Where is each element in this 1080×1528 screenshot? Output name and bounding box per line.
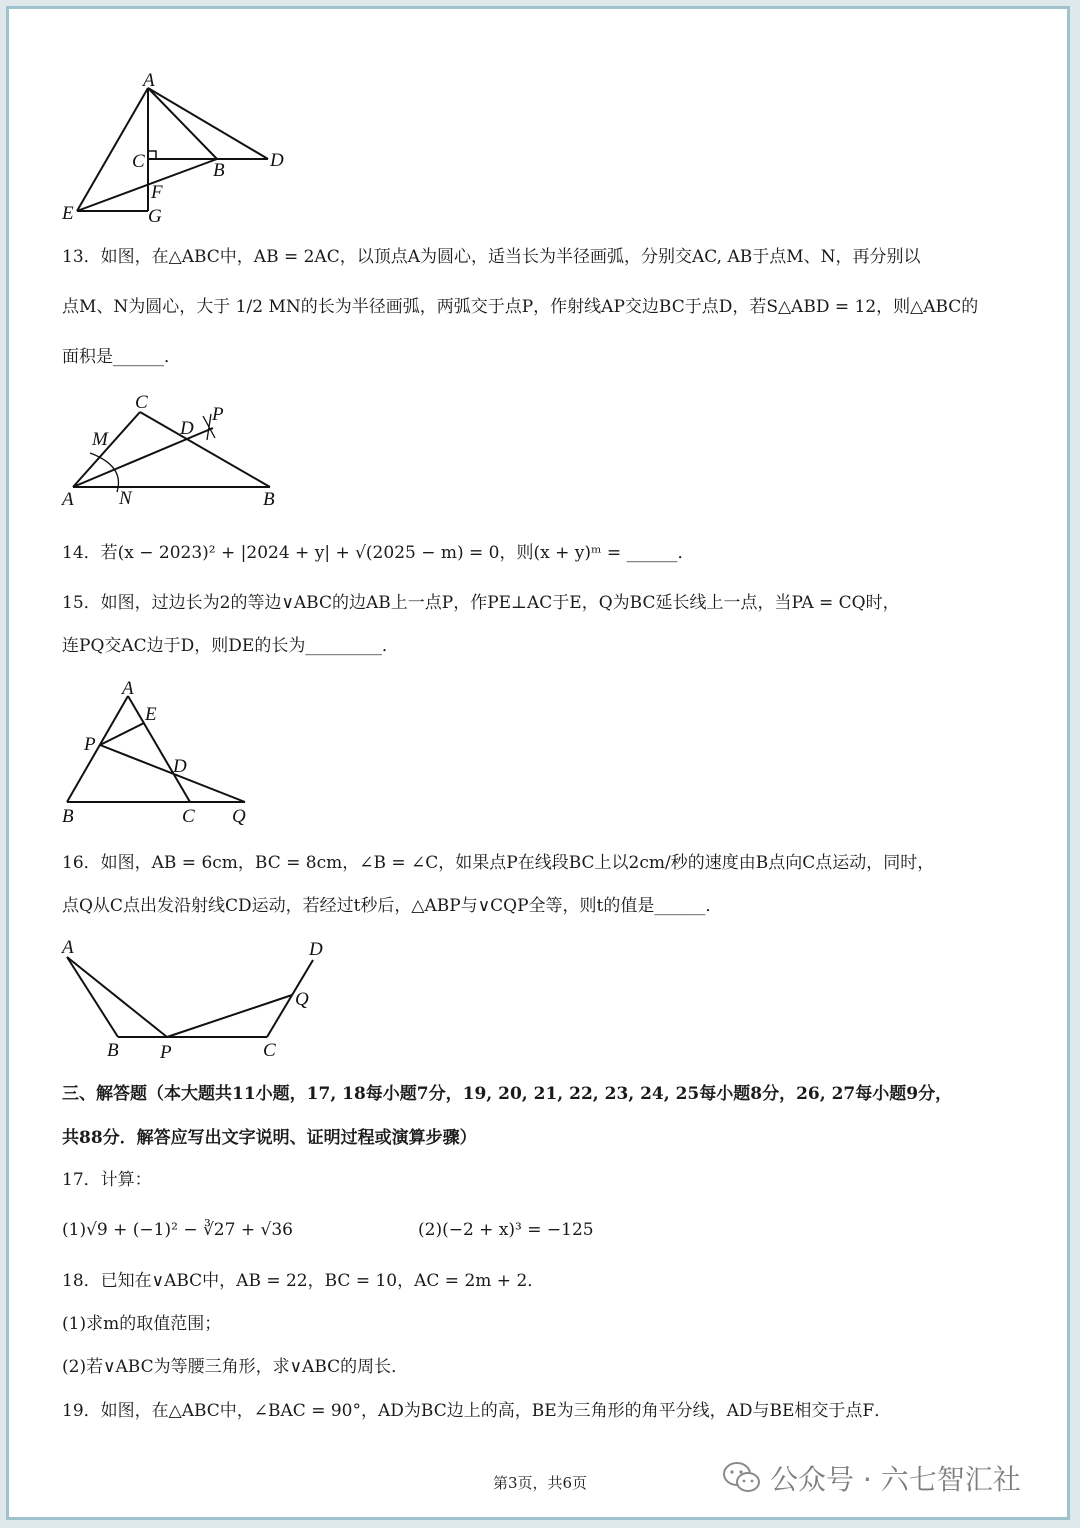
q15-line1: 15．如图，过边长为2的等边∨ABC的边AB上一点P，作PE⊥AC于E，Q为BC延长线上一点，当PA = CQ时，: [62, 593, 900, 613]
segment-AB: [67, 696, 128, 802]
segment-AC: [128, 696, 190, 802]
label-C: C: [135, 392, 148, 413]
q18-part1: (1)求m的取值范围；: [62, 1314, 222, 1334]
q14-line1: 14．若(x − 2023)² + |2024 + y| + √(2025 − m) = 0，则(x + y)ᵐ = ______．: [62, 543, 695, 563]
page-number: 第3页，共6页: [492, 1474, 588, 1492]
label-P: P: [160, 1042, 172, 1063]
label-B: B: [213, 160, 225, 181]
label-A: A: [62, 937, 74, 958]
figure-q12: [55, 70, 305, 230]
q17-part2: (2)(−2 + x)³ = −125: [418, 1220, 594, 1240]
q19-line1: 19．如图，在△ABC中，∠BAC = 90°，AD为BC边上的高，BE为三角形的角平分线，AD与BE相交于点F．: [62, 1401, 892, 1421]
q13-line1: 13．如图，在△ABC中，AB = 2AC，以顶点A为圆心，适当长为半径画弧，分别交AC, AB于点M、N，再分别以: [62, 247, 921, 267]
segment-PQ: [167, 995, 292, 1037]
segment-AP: [67, 957, 167, 1037]
label-G: G: [148, 206, 162, 227]
label-F: F: [151, 182, 163, 203]
label-Q: Q: [232, 806, 246, 827]
q17-part1: (1)√9 + (−1)² − ∛27 + √36: [62, 1220, 293, 1240]
label-C: C: [263, 1040, 276, 1061]
segment-AB: [67, 957, 118, 1037]
wechat-icon: [722, 1461, 762, 1495]
label-B: B: [263, 489, 275, 510]
q18-line1: 18．已知在∨ABC中，AB = 22，BC = 10，AC = 2m + 2．: [62, 1271, 545, 1291]
q13-line3: 面积是______．: [62, 347, 181, 367]
segment-AE: [77, 88, 148, 211]
label-A: A: [122, 678, 134, 699]
q16-line2: 点Q从C点出发沿射线CD运动，若经过t秒后，△ABP与∨CQP全等，则t的值是______．: [62, 896, 723, 916]
watermark: [722, 1458, 1021, 1498]
label-A: A: [62, 489, 74, 510]
section3-heading-line2: 共88分．解答应写出文字说明、证明过程或演算步骤）: [62, 1128, 477, 1148]
figure-q13: [55, 388, 295, 513]
q18-part2: (2)若∨ABC为等腰三角形，求∨ABC的周长．: [62, 1357, 409, 1377]
label-C: C: [182, 806, 195, 827]
label-Q: Q: [295, 989, 309, 1010]
figure-q16: [55, 932, 340, 1067]
label-E: E: [145, 704, 157, 725]
q13-line2: 点M、N为圆心，大于 1/2 MN的长为半径画弧，两弧交于点P，作射线AP交边BC于点D，若S△ABD = 12，则△ABC的: [62, 297, 979, 317]
arc-mark-2: [207, 414, 211, 440]
label-P: P: [212, 404, 224, 425]
label-C: C: [132, 151, 145, 172]
label-D: D: [173, 756, 187, 777]
label-P: P: [84, 734, 96, 755]
right-angle-mark: [148, 151, 156, 159]
label-D: D: [309, 939, 323, 960]
label-E: E: [62, 203, 74, 224]
label-D: D: [270, 150, 284, 171]
figure-q15: [55, 678, 265, 828]
q17-title: 17．计算：: [62, 1170, 152, 1190]
section3-heading-line1: 三、解答题（本大题共11小题，17, 18每小题7分，19, 20, 21, 22, 23, 24, 25每小题8分，26, 27每小题9分，: [62, 1084, 953, 1104]
label-D: D: [180, 418, 194, 439]
label-A: A: [143, 70, 155, 91]
label-N: N: [119, 488, 132, 509]
label-B: B: [107, 1040, 119, 1061]
q16-line1: 16．如图，AB = 6cm，BC = 8cm，∠B = ∠C，如果点P在线段BC上以2cm/秒的速度由B点向C点运动，同时，: [62, 853, 935, 873]
q15-line2: 连PQ交AC边于D，则DE的长为_________．: [62, 636, 399, 656]
watermark-text: 公众号 · 六七智汇社: [770, 1463, 1021, 1496]
label-M: M: [92, 429, 108, 450]
label-B: B: [62, 806, 74, 827]
